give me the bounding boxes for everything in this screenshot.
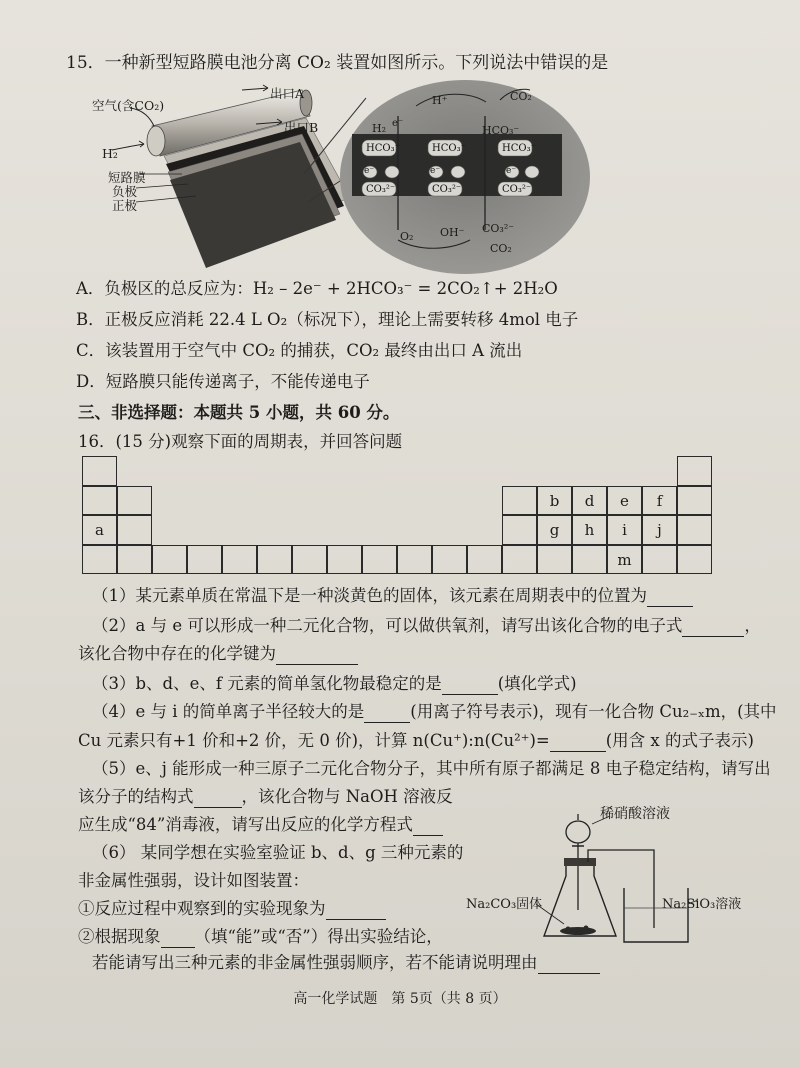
pt-cell [117,515,152,545]
q16-p1: （1）某元素单质在常温下是一种淡黄色的固体，该元素在周期表中的位置为 [92,585,693,607]
answer-blank[interactable] [550,733,606,752]
pt-cell [292,545,327,575]
pt-cell [117,486,152,516]
zoom-hco3-3: HCO₃⁻ [502,143,536,154]
anode-label: 负极 [112,184,138,199]
q16-p4a: （4）e 与 i 的简单离子半径较大的是 (用离子符号表示)，现有一化合物 Cu₂₋ₓm，(其中 [92,702,777,721]
pt-cell [432,545,467,575]
q16-p2b: 该化合物中存在的化学键为 [78,643,358,665]
pt-cell [117,545,152,575]
q16-p2a: （2）a 与 e 可以形成一种二元化合物，可以做供氧剂，请写出该化合物的电子式 ， [92,616,761,635]
zoom-co3-2: CO₃²⁻ [432,184,462,195]
pt-cell [257,545,292,575]
answer-blank[interactable] [413,817,443,836]
apparatus-acid-label: 稀硝酸溶液 [600,806,670,822]
pt-cell: m [607,545,642,575]
zoom-electron-3: e⁻ [506,166,517,176]
zoom-o2: O₂ [400,230,414,243]
pt-cell [82,456,117,486]
pt-cell [572,545,607,575]
pt-cell [502,486,537,516]
section-3-heading: 三、非选择题：本题共 5 小题，共 60 分。 [78,403,400,422]
zoom-co2-bottom: CO₂ [490,242,512,255]
q15-option-b: B．正极反应消耗 22.4 L O₂（标况下），理论上需要转移 4mol 电子 [76,310,579,329]
pt-cell: d [572,486,607,516]
zoom-h2: H₂ [372,122,387,135]
pt-cell [677,486,712,516]
q16-p6b: 非金属性强弱，设计如图装置： [78,871,309,890]
answer-blank[interactable] [161,929,195,948]
pt-cell [502,545,537,575]
answer-blank[interactable] [442,676,498,695]
zoom-electron-1: e⁻ [364,166,375,176]
answer-blank[interactable] [364,704,410,723]
zoom-co2-top: CO₂ [510,90,532,103]
q15-option-d: D．短路膜只能传递离子，不能传递电子 [76,372,370,391]
pt-cell [152,545,187,575]
page-footer: 高一化学试题 第 5页（共 8 页） [293,991,507,1007]
zoom-oh: OH⁻ [440,226,465,239]
q16-p6e: 若能请写出三种元素的非金属性强弱顺序，若不能请说明理由 [92,952,600,974]
q16-p3: （3）b、d、e、f 元素的简单氢化物最稳定的是 (填化学式) [92,674,577,693]
air-label: 空气(含CO₂) [92,98,165,113]
zoom-co3-3: CO₃²⁻ [502,184,532,195]
pt-cell [502,515,537,545]
zoom-electron-2: e⁻ [430,166,441,176]
outlet-a-label: 出口A [270,86,305,101]
pt-cell [467,545,502,575]
pt-cell [82,545,117,575]
pt-cell: j [642,515,677,545]
pt-cell [677,545,712,575]
q16-p5b: 该分子的结构式 ，该化合物与 NaOH 溶液反 [78,787,453,806]
zoom-e-minus: e⁻ [392,118,404,129]
apparatus-solution-label: Na₂SiO₃溶液 [662,897,742,912]
pt-cell: b [537,486,572,516]
zoom-co3-1: CO₃²⁻ [366,184,396,195]
pt-cell [642,545,677,575]
pt-cell [187,545,222,575]
pt-cell [537,545,572,575]
pt-cell [677,515,712,545]
pt-cell: a [82,515,117,545]
answer-blank[interactable] [682,618,744,637]
pt-cell [222,545,257,575]
pt-cell: h [572,515,607,545]
zoom-co3-bottom: CO₃²⁻ [482,222,515,235]
q16-p4b: Cu 元素只有+1 价和+2 价，无 0 价)，计算 n(Cu⁺):n(Cu²⁺)= (用含 x 的式子表示) [78,731,754,750]
pt-cell: f [642,486,677,516]
q16-p6c: ①反应过程中观察到的实验现象为 [78,898,386,920]
q15-stem: 15．一种新型短路膜电池分离 CO₂ 装置如图所示。下列说法中错误的是 [66,53,609,73]
answer-blank[interactable] [194,789,242,808]
pt-cell [327,545,362,575]
pt-cell: i [607,515,642,545]
answer-blank[interactable] [326,901,386,920]
q16-p5c: 应生成“84”消毒液，请写出反应的化学方程式 [78,814,443,836]
pt-cell: e [607,486,642,516]
pt-cell: g [537,515,572,545]
q16-p6d: ②根据现象 （填“能”或“否”）得出实验结论， [78,927,443,946]
cathode-label: 正极 [112,198,138,213]
zoom-hco3-1: HCO₃⁻ [366,143,400,154]
h2-label: H₂ [102,146,118,161]
answer-blank[interactable] [647,588,693,607]
answer-blank[interactable] [538,955,600,974]
pt-cell [677,456,712,486]
q16-p6a: （6） 某同学想在实验室验证 b、d、g 三种元素的 [92,843,464,862]
q15-option-a: A．负极区的总反应为：H₂ – 2e⁻ + 2HCO₃⁻ = 2CO₂↑+ 2H₂O [76,279,558,298]
q15-option-c: C．该装置用于空气中 CO₂ 的捕获，CO₂ 最终由出口 A 流出 [76,341,523,360]
pt-cell [82,486,117,516]
pt-cell [397,545,432,575]
q16-p5a: （5）e、j 能形成一种三原子二元化合物分子，其中所有原子都满足 8 电子稳定结构，请写出 [92,759,771,778]
outlet-b-label: 出口B [284,120,319,135]
q16-stem: 16．(15 分)观察下面的周期表，并回答问题 [78,432,403,451]
answer-blank[interactable] [276,646,358,665]
pt-cell [362,545,397,575]
zoom-h-plus: H⁺ [432,94,448,107]
membrane-label: 短路膜 [108,170,146,185]
zoom-hco3-right: HCO₃⁻ [482,124,520,137]
zoom-hco3-2: HCO₃⁻ [432,143,466,154]
apparatus-solid-label: Na₂CO₃固体 [466,897,543,912]
zoom-diagram [340,80,590,274]
